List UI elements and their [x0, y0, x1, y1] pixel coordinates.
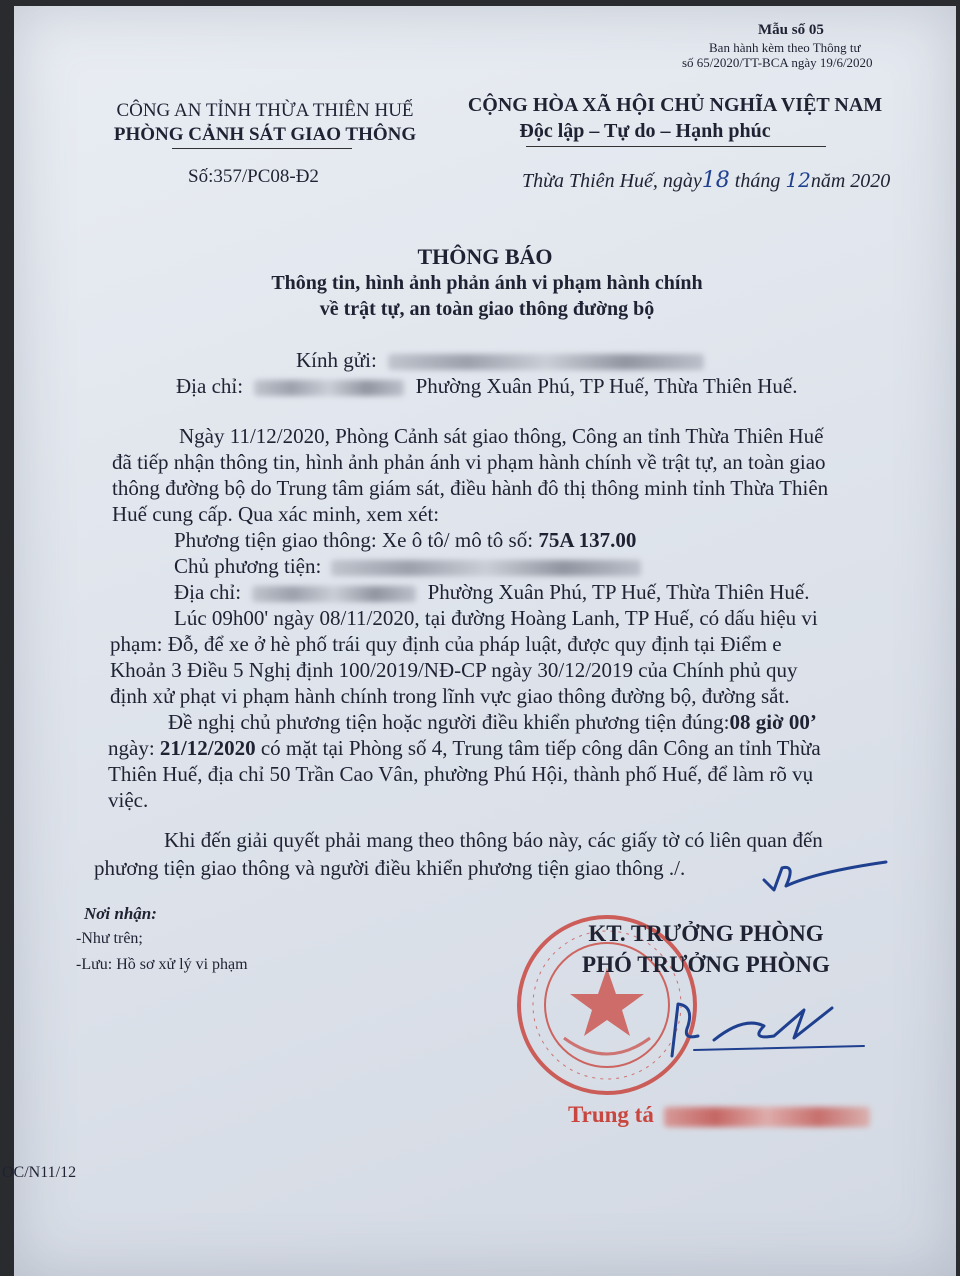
- recipient-line: [296, 348, 704, 373]
- p3-date-rest: 12/2020: [186, 736, 256, 760]
- date-place: Thừa Thiên Huế, ngày: [522, 170, 702, 192]
- pen-checkmark: [756, 850, 896, 898]
- body-p3-line1: [168, 710, 817, 735]
- body-p2-line1: Lúc 09h00' ngày 08/11/2020, tại đường Hoàng Lanh, TP Huế, có dấu hiệu vi: [174, 606, 818, 630]
- signer-line: [568, 1102, 870, 1128]
- nation-title: CỘNG HÒA XÃ HỘI CHỦ NGHĨA VIỆT NAM: [467, 94, 883, 116]
- vehicle-plate: 75A 137.00: [538, 528, 637, 552]
- motto-underline: [526, 146, 826, 147]
- signature-title-line1: KT. TRƯỞNG PHÒNG: [588, 921, 824, 946]
- body-p2-line4: định xử phạt vi phạm hành chính trong lĩnh vực giao thông đường bộ, đường sắt.: [110, 684, 790, 708]
- body-p3-line3: Thiên Huế, địa chỉ 50 Trần Cao Vân, phường Phú Hội, thành phố Huế, để làm rõ vụ: [108, 762, 814, 786]
- body-p2-line2: phạm: Đỗ, để xe ở hè phố trái quy định của pháp luật, được quy định tại Điểm e: [110, 632, 782, 656]
- p3-time: 08 giờ 00’: [729, 710, 817, 734]
- notice-subtitle-2: về trật tự, an toàn giao thông đường bộ: [319, 298, 655, 320]
- body-p2-line3: Khoản 3 Điều 5 Nghị định 100/2019/NĐ-CP ngày 30/12/2019 của Chính phủ quy: [110, 658, 798, 682]
- header-underline: [172, 148, 352, 149]
- document-page: [2, 6, 956, 1276]
- recipients-title: Nơi nhận:: [84, 904, 157, 923]
- p3-location: có mặt tại Phòng số 4, Trung tâm tiếp công dân Công an tỉnh Thừa: [260, 736, 821, 760]
- form-issued-line1: Ban hành kèm theo Thông tư: [709, 40, 861, 55]
- recipients-item-1: -Như trên;: [76, 930, 143, 947]
- vehicle-line: [174, 528, 636, 553]
- signature-title-line2: PHÓ TRƯỞNG PHÒNG: [582, 952, 830, 977]
- redacted-owner-name: [331, 560, 641, 576]
- owner-address-text: Phường Xuân Phú, TP Huế, Thừa Thiên Huế.: [427, 580, 810, 604]
- p3-date-day: 21/: [159, 736, 187, 760]
- body-p3-line2: [108, 736, 821, 761]
- motto: Độc lập – Tự do – Hạnh phúc: [519, 120, 771, 142]
- document-date: [522, 168, 890, 193]
- notice-subtitle-1: Thông tin, hình ảnh phản ánh vi phạm hành chính: [271, 272, 703, 294]
- redacted-owner-address: [252, 586, 416, 602]
- notice-title: THÔNG BÁO: [417, 244, 553, 269]
- handwritten-signature: [654, 996, 874, 1066]
- recipients-item-2: -Lưu: Hồ sơ xử lý vi phạm: [76, 956, 248, 973]
- body-p1-line2: đã tiếp nhận thông tin, hình ảnh phản ánh vi phạm hành chính về trật tự, an toàn giao: [112, 450, 826, 474]
- recipient-address-text: Phường Xuân Phú, TP Huế, Thừa Thiên Huế.: [415, 374, 798, 398]
- body-p1-line3: thông đường bộ do Trung tâm giám sát, điều hành đô thị thông minh tỉnh Thừa Thiên: [112, 476, 829, 500]
- agency-name: CÔNG AN TỈNH THỪA THIÊN HUẾ: [116, 100, 414, 121]
- date-month: 12: [785, 168, 811, 192]
- p3-date-label: ngày:: [108, 736, 155, 760]
- recipient-label: Kính gửi:: [296, 348, 377, 372]
- redacted-recipient-name: [388, 354, 704, 370]
- recipient-address-line: [176, 374, 797, 399]
- body-p1-line4: Huế cung cấp. Qua xác minh, xem xét:: [112, 502, 440, 526]
- owner-label: Chủ phương tiện:: [174, 554, 322, 578]
- form-code: Mẫu số 05: [758, 22, 824, 38]
- department-name: PHÒNG CẢNH SÁT GIAO THÔNG: [113, 124, 417, 145]
- redacted-recipient-address: [254, 380, 404, 396]
- signer-rank: Trung tá: [568, 1102, 654, 1127]
- document-number: Số:357/PC08-Đ2: [188, 166, 319, 187]
- body-p4-line1: Khi đến giải quyết phải mang theo thông báo này, các giấy tờ có liên quan đến: [164, 828, 823, 852]
- p3-request: Đề nghị chủ phương tiện hoặc người điều khiển phương tiện đúng:: [168, 710, 730, 734]
- redacted-signer-name: [664, 1107, 870, 1127]
- recipient-address-label: Địa chỉ:: [176, 374, 244, 398]
- vehicle-label: Phương tiện giao thông: Xe ô tô/ mô tô số:: [174, 528, 534, 552]
- body-p4-line2: phương tiện giao thông và người điều khiển phương tiện giao thông ./.: [94, 856, 686, 880]
- footer-code: OC/N11/12: [2, 1164, 77, 1181]
- body-p3-line4: việc.: [108, 788, 149, 812]
- owner-address-line: [174, 580, 809, 605]
- owner-line: [174, 554, 641, 579]
- date-year: năm 2020: [810, 170, 891, 192]
- form-issued-line2: số 65/2020/TT-BCA ngày 19/6/2020: [682, 55, 873, 70]
- owner-address-label: Địa chỉ:: [174, 580, 242, 604]
- date-month-label: tháng: [734, 170, 781, 192]
- body-p1-line1: Ngày 11/12/2020, Phòng Cảnh sát giao thông, Công an tỉnh Thừa Thiên Huế: [179, 424, 824, 448]
- date-day: 18: [701, 168, 730, 193]
